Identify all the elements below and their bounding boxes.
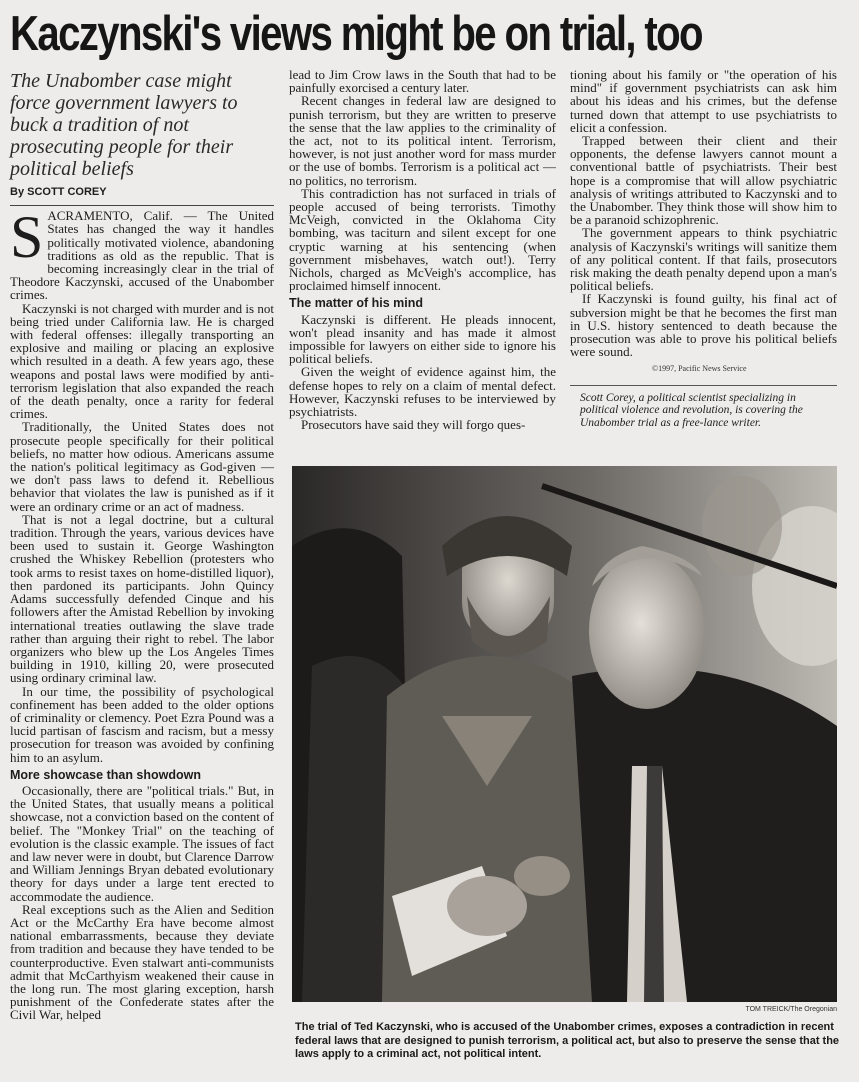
column-1 xyxy=(10,66,274,1022)
column-3 xyxy=(570,68,837,429)
paragraph: Given the weight of evidence against him, the defense hopes to rely on a claim of mental defect. However, Kaczynski refuses to be interviewed by psychiatrists. xyxy=(289,364,556,420)
paragraph: lead to Jim Crow laws in the South that had to be painfully exorcised a century later. xyxy=(289,67,556,96)
news-photo xyxy=(292,466,837,1002)
divider xyxy=(570,385,837,386)
photo-illustration xyxy=(292,466,837,1002)
paragraph: Kaczynski is not charged with murder and is not being tried under California law. He is charged with federal offenses: illegally transporting an explosive and mailing or placing an explosive which resulted in a death. A few years ago, these weapons and postal laws were modified by anti-terrorism legislation that also expanded the reach of the death penalty, once a rarity for federal crimes. xyxy=(10,300,274,422)
paragraph: Occasionally, there are "political trials." But, in the United States, that usually means a political showcase, not a conviction based on the content of belief. The "Monkey Trial" on the teaching of evolution is the classic example. The issues of fact and law never were in doubt, but Clarence Darrow and William Jennings Bryan debated evolutionary theory for days under a large tent erected to accommodate the audience. xyxy=(10,782,274,904)
paragraph: That is not a legal doctrine, but a cultural tradition. Through the years, various devices have been used to sustain it. George Washington crushed the Whiskey Rebellion (protesters who took arms to resist taxes on home-distilled liquor), then pardoned its participants. John Quincy Adams successfully defended Cinque and his followers after the Amistad Rebellion by invoking international treaties outlawing the slave trade rather than arguing their right to rebel. The labor organizers who blew up the Los Angeles Times building in 1910, killing 20, were prosecuted using ordinary criminal law. xyxy=(10,511,274,686)
paragraph: Traditionally, the United States does not prosecute people specifically for their political beliefs, no matter how odious. Americans assume the nation's political legitimacy as God-given — we don't pass laws to defend it. Rebellious behavior that violates the law is punished as if it were an ordinary crime or an act of madness. xyxy=(10,419,274,514)
paragraph: Recent changes in federal law are designed to punish terrorism, but they are written to preserve the sense that the law applies to the criminality of the act, not to its political intent. Terrorism, however, is not just another word for mass murder or the use of bombs. Terrorism is a political act — no politics, no terrorism. xyxy=(289,93,556,188)
column-2 xyxy=(289,68,556,431)
paragraph: tioning about his family or "the operation of his mind" if government psychiatrists can ask him about his ideas and his crimes, but the defense turned down that attempt to use psychiatrists to elicit a confession. xyxy=(570,67,837,135)
byline: By SCOTT COREY xyxy=(10,186,274,206)
copyright: ©1997, Pacific News Service xyxy=(652,364,747,374)
deck: The Unabomber case might force government lawyers to buck a tradition of not prosecuting people for their political beliefs xyxy=(10,70,238,180)
paragraph: Trapped between their client and their opponents, the defense lawyers cannot mount a conventional battle of psychiatrists. Their best hope is a compromise that will allow psychiatric analysis of writings attributed to Kaczynski and to the Unabomber. They think those will show him to be a paranoid schizophrenic. xyxy=(570,133,837,228)
subhead: More showcase than showdown xyxy=(10,767,201,782)
paragraph: Real exceptions such as the Alien and Sedition Act or the McCarthy Era have become almost national embarrassments, because they deviate from tradition and because they have tended to be counterproductive. Even stalwart anti-communists admit that McCarthyism weakened their cause in the long run. The most glaring exception, harsh punishment of the Confederate states after the Civil War, helped xyxy=(10,901,274,1023)
paragraph: The government appears to think psychiatric analysis of Kaczynski's writings will sanitize them of any political content. If that fails, prosecutors risk making the death penalty depend upon a man's political beliefs. xyxy=(570,225,837,294)
paragraph: Kaczynski is different. He pleads innocent, won't plead insanity and has made it almost impossible for lawyers on either side to ignore his political beliefs. xyxy=(289,311,556,367)
lead-paragraph: SACRAMENTO, Calif. — The United States has changed the way it handles politically motivated violence, abandoning traditions as old as the republic. That is becoming increasingly clear in the trial of Theodore Kaczynski, accused of the Unabomber crimes. xyxy=(10,204,274,303)
subhead: The matter of his mind xyxy=(289,296,424,311)
paragraph: If Kaczynski is found guilty, his final act of subversion might be that he becomes the first man in U.S. history sentenced to death because the prosecution was able to prove his political beliefs were sound. xyxy=(570,291,837,360)
photo-caption: The trial of Ted Kaczynski, who is accused of the Unabomber crimes, exposes a contradiction in recent federal laws that are designed to punish terrorism, a political act, but also to preserve the sense that the laws apply to a criminal act, not political intent. xyxy=(295,1021,840,1060)
paragraph: In our time, the possibility of psychological confinement has been added to the older options of criminality or clemency. Poet Ezra Pound was a lucid partisan of fascism and racism, but a messy prosecution for treason was avoided by confining him to an asylum. xyxy=(10,683,274,765)
photo-credit: TOM TREICK/The Oregonian xyxy=(745,1006,837,1013)
author-tagline: Scott Corey, a political scientist specializing in political violence and revolution, is covering the Unabomber trial as a free-lance writer. xyxy=(580,391,803,429)
paragraph: Prosecutors have said they will forgo ques- xyxy=(301,417,526,433)
headline: Kaczynski's views might be on trial, too xyxy=(10,7,702,61)
paragraph: This contradiction has not surfaced in trials of people accused of being terrorists. Timothy McVeigh, convicted in the Oklahoma City bombing, was taciturn and silent except for one cryptic warning at his sentencing (when government misbehaves, watch out!). Terry Nichols, charged as McVeigh's accomplice, has proclaimed himself innocent. xyxy=(289,185,556,294)
drop-cap: S xyxy=(10,204,44,271)
